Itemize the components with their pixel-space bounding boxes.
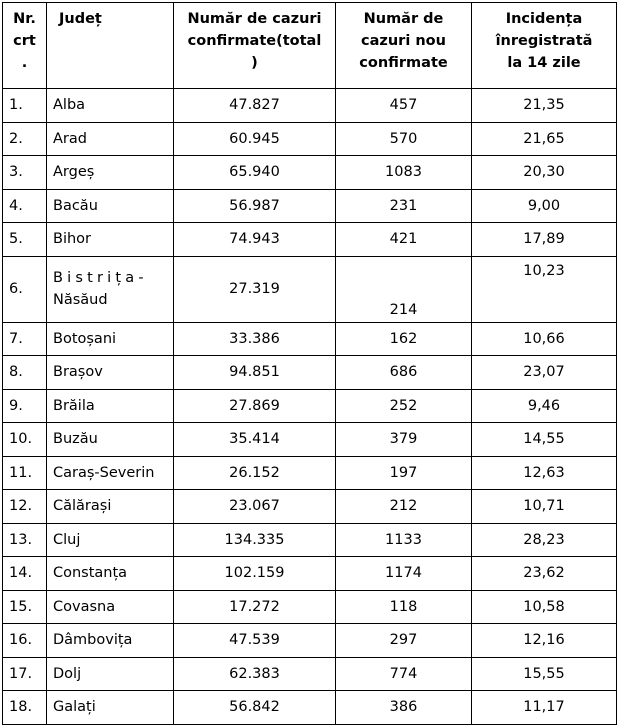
incidence-14d-cell: 12,16 <box>472 624 617 658</box>
table-row <box>3 156 617 190</box>
table-row <box>3 256 617 322</box>
county-cell: Argeș <box>47 156 174 190</box>
row-number-cell: 1. <box>3 89 47 123</box>
table-row <box>3 590 617 624</box>
incidence-14d-cell: 17,89 <box>472 223 617 257</box>
county-cell: Buzău <box>47 423 174 457</box>
confirmed-total-cell: 27.869 <box>174 389 336 423</box>
incidence-14d-cell: 21,35 <box>472 89 617 123</box>
row-number-cell: 10. <box>3 423 47 457</box>
row-number-cell: 11. <box>3 456 47 490</box>
incidence-14d-cell: 10,23 <box>472 256 617 322</box>
row-number-cell: 4. <box>3 189 47 223</box>
table-row <box>3 490 617 524</box>
table-row <box>3 624 617 658</box>
confirmed-total-cell: 47.827 <box>174 89 336 123</box>
header-noi: Număr de cazuri nou confirmate <box>336 3 472 89</box>
county-cell: Dolj <box>47 657 174 691</box>
table-row <box>3 189 617 223</box>
incidence-14d-cell: 21,65 <box>472 122 617 156</box>
county-name-line-1: Bistrița- <box>53 270 148 286</box>
incidence-14d-cell: 10,58 <box>472 590 617 624</box>
incidence-14d-cell: 10,66 <box>472 322 617 356</box>
row-number-cell: 6. <box>3 256 47 322</box>
table-row <box>3 322 617 356</box>
county-cell: Constanța <box>47 557 174 591</box>
table-row <box>3 122 617 156</box>
incidence-14d-cell: 20,30 <box>472 156 617 190</box>
incidence-14d-cell: 15,55 <box>472 657 617 691</box>
confirmed-total-cell: 62.383 <box>174 657 336 691</box>
table-row <box>3 89 617 123</box>
new-cases-cell: 231 <box>336 189 472 223</box>
confirmed-total-cell: 134.335 <box>174 523 336 557</box>
incidence-14d-cell: 10,71 <box>472 490 617 524</box>
new-cases-cell: 570 <box>336 122 472 156</box>
county-cell: Galați <box>47 691 174 725</box>
confirmed-total-cell: 26.152 <box>174 456 336 490</box>
row-number-cell: 13. <box>3 523 47 557</box>
header-nr-crt: Nr. crt . <box>3 3 47 89</box>
county-cell: Bihor <box>47 223 174 257</box>
row-number-cell: 14. <box>3 557 47 591</box>
row-number-cell: 8. <box>3 356 47 390</box>
new-cases-cell: 386 <box>336 691 472 725</box>
new-cases-cell: 252 <box>336 389 472 423</box>
row-number-cell: 16. <box>3 624 47 658</box>
new-cases-cell: 774 <box>336 657 472 691</box>
incidence-14d-cell: 9,00 <box>472 189 617 223</box>
new-cases-cell: 1133 <box>336 523 472 557</box>
header-incidenta: Incidența înregistrată la 14 zile <box>472 3 617 89</box>
row-number-cell: 17. <box>3 657 47 691</box>
confirmed-total-cell: 56.842 <box>174 691 336 725</box>
confirmed-total-cell: 94.851 <box>174 356 336 390</box>
confirmed-total-cell: 56.987 <box>174 189 336 223</box>
table-row <box>3 523 617 557</box>
incidence-14d-cell: 23,62 <box>472 557 617 591</box>
county-name-line-2: Năsăud <box>53 292 108 308</box>
confirmed-total-cell: 74.943 <box>174 223 336 257</box>
new-cases-cell: 118 <box>336 590 472 624</box>
incidence-14d-cell: 9,46 <box>472 389 617 423</box>
county-cell: Covasna <box>47 590 174 624</box>
table-row <box>3 691 617 725</box>
header-judet: Județ <box>47 3 174 89</box>
county-cell: Alba <box>47 89 174 123</box>
confirmed-total-cell: 65.940 <box>174 156 336 190</box>
new-cases-cell: 162 <box>336 322 472 356</box>
confirmed-total-cell: 60.945 <box>174 122 336 156</box>
county-cell: Cluj <box>47 523 174 557</box>
table-row <box>3 356 617 390</box>
new-cases-cell: 1083 <box>336 156 472 190</box>
new-cases-cell: 212 <box>336 490 472 524</box>
table-body <box>3 89 617 725</box>
row-number-cell: 7. <box>3 322 47 356</box>
new-cases-cell: 197 <box>336 456 472 490</box>
row-number-cell: 2. <box>3 122 47 156</box>
incidence-14d-cell: 14,55 <box>472 423 617 457</box>
county-cell <box>47 256 174 322</box>
row-number-cell: 12. <box>3 490 47 524</box>
county-cell: Botoșani <box>47 322 174 356</box>
row-number-cell: 5. <box>3 223 47 257</box>
new-cases-cell: 379 <box>336 423 472 457</box>
county-cell: Dâmbovița <box>47 624 174 658</box>
row-number-cell: 3. <box>3 156 47 190</box>
table-row <box>3 223 617 257</box>
row-number-cell: 15. <box>3 590 47 624</box>
incidence-14d-cell: 11,17 <box>472 691 617 725</box>
incidence-14d-cell: 23,07 <box>472 356 617 390</box>
confirmed-total-cell: 33.386 <box>174 322 336 356</box>
new-cases-cell: 1174 <box>336 557 472 591</box>
table-row <box>3 657 617 691</box>
county-cell: Brașov <box>47 356 174 390</box>
county-cell: Brăila <box>47 389 174 423</box>
confirmed-total-cell: 47.539 <box>174 624 336 658</box>
county-cell: Bacău <box>47 189 174 223</box>
new-cases-cell: 421 <box>336 223 472 257</box>
table-row <box>3 423 617 457</box>
row-number-cell: 9. <box>3 389 47 423</box>
county-cell: Călărași <box>47 490 174 524</box>
new-cases-cell: 297 <box>336 624 472 658</box>
header-row <box>3 3 617 89</box>
row-number-cell: 18. <box>3 691 47 725</box>
table-row <box>3 456 617 490</box>
incidence-14d-cell: 12,63 <box>472 456 617 490</box>
table-row <box>3 557 617 591</box>
new-cases-cell: 214 <box>336 256 472 322</box>
confirmed-total-cell: 17.272 <box>174 590 336 624</box>
cases-table <box>2 2 617 725</box>
confirmed-total-cell: 102.159 <box>174 557 336 591</box>
county-cell: Arad <box>47 122 174 156</box>
cases-table-wrapper <box>2 2 617 725</box>
table-header <box>3 3 617 89</box>
confirmed-total-cell: 23.067 <box>174 490 336 524</box>
county-cell: Caraș-Severin <box>47 456 174 490</box>
confirmed-total-cell: 35.414 <box>174 423 336 457</box>
new-cases-cell: 457 <box>336 89 472 123</box>
incidence-14d-cell: 28,23 <box>472 523 617 557</box>
new-cases-cell: 686 <box>336 356 472 390</box>
header-confirmate: Număr de cazuri confirmate(total ) <box>174 3 336 89</box>
table-row <box>3 389 617 423</box>
confirmed-total-cell: 27.319 <box>174 256 336 322</box>
